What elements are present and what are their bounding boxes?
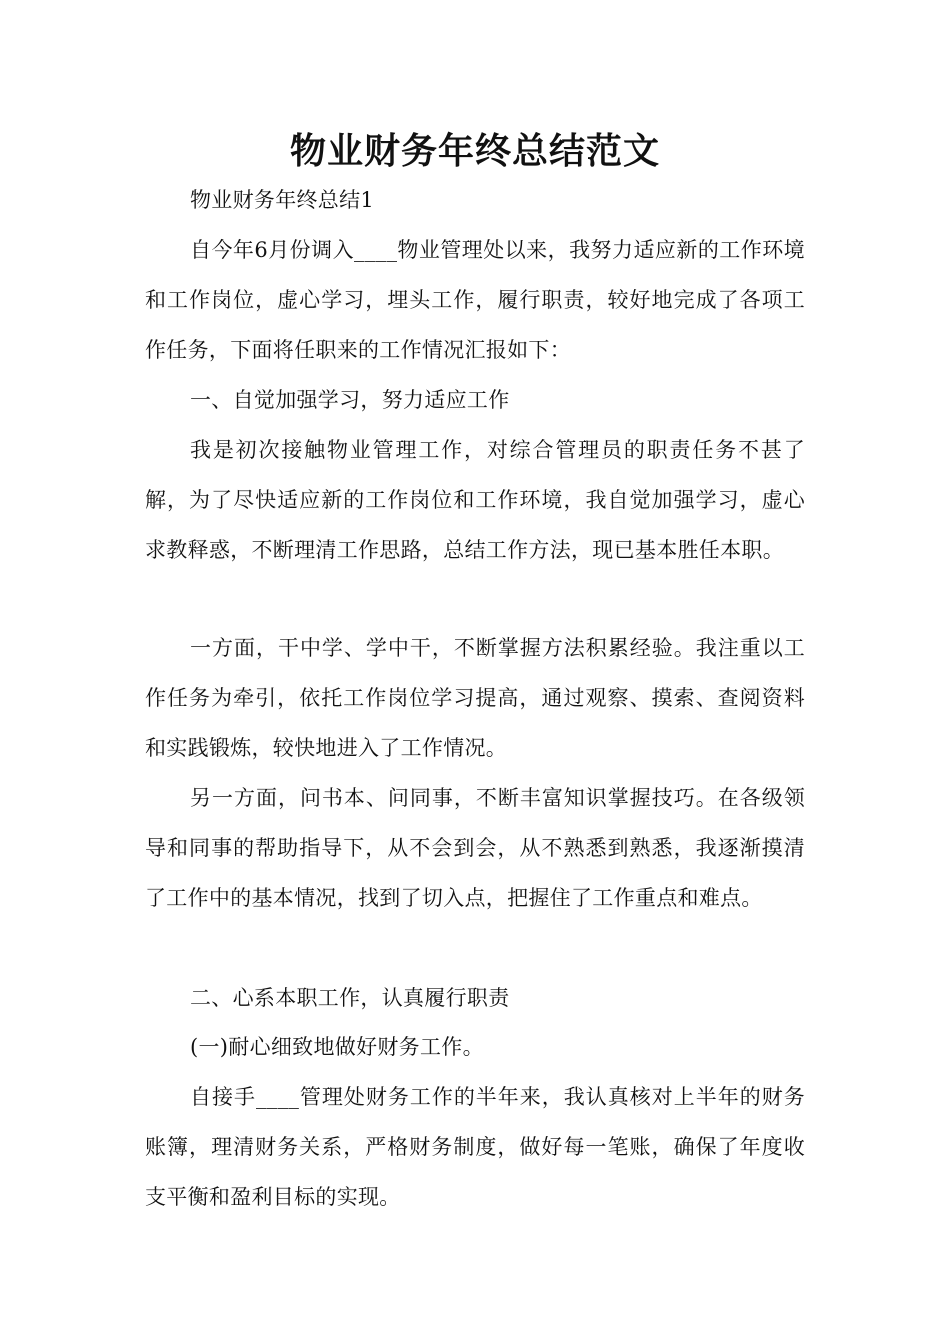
section-heading-1: 一、自觉加强学习，努力适应工作 (190, 388, 510, 412)
paragraph-one-aspect: 一方面，干中学、学中干，不断掌握方法积累经验。我注重以工作任务为牵引，依托工作岗位学习提高，通过观察、摸索、查阅资料和实践锻炼，较快地进入了工作情况。 (145, 636, 805, 760)
paragraph-finance-work: 自接手____管理处财务工作的半年来，我认真核对上半年的财务账簿，理清财务关系，严格财务制度，做好每一笔账，确保了年度收支平衡和盈利目标的实现。 (145, 1085, 805, 1209)
section-heading-2: 二、心系本职工作，认真履行职责 (190, 986, 510, 1010)
paragraph-intro: 自今年6月份调入____物业管理处以来，我努力适应新的工作环境和工作岗位，虚心学习，埋头工作，履行职责，较好地完成了各项工作任务，下面将任职来的工作情况汇报如下： (145, 238, 805, 362)
paragraph-learning: 我是初次接触物业管理工作，对综合管理员的职责任务不甚了解，为了尽快适应新的工作岗位和工作环境，我自觉加强学习，虚心求教释惑，不断理清工作思路，总结工作方法，现已基本胜任本职。 (145, 438, 805, 562)
subsection-heading-1: (一)耐心细致地做好财务工作。 (190, 1035, 484, 1059)
paragraph-other-aspect: 另一方面，问书本、问同事，不断丰富知识掌握技巧。在各级领导和同事的帮助指导下，从不会到会，从不熟悉到熟悉，我逐渐摸清了工作中的基本情况，找到了切入点，把握住了工作重点和难点。 (145, 786, 805, 910)
document-title: 物业财务年终总结范文 (289, 131, 660, 172)
section-heading-summary-1: 物业财务年终总结1 (190, 188, 375, 212)
